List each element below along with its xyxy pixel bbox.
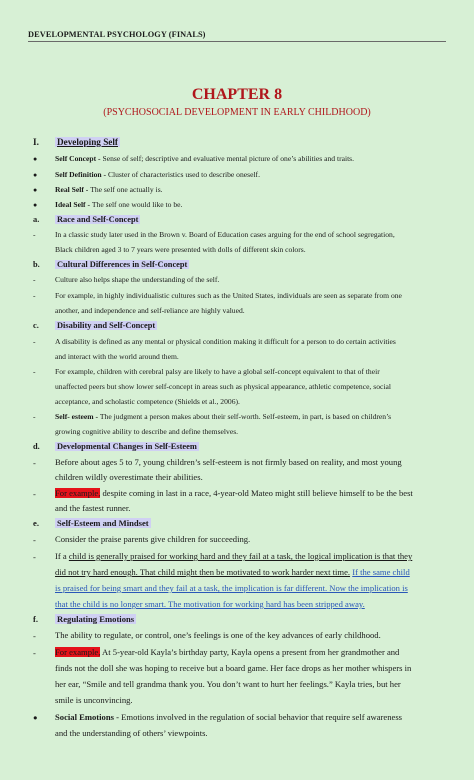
example-highlight: For example, bbox=[55, 647, 101, 657]
disability-line-5: acceptance, and scholastic competence (Shields et al., 2006). bbox=[55, 397, 240, 406]
dev-example: For example, despite coming in last in a race, 4-year-old Mateo might still believe himself to be the best bbox=[55, 488, 413, 498]
sub-label-f: f. bbox=[33, 614, 39, 624]
sub-label-c: c. bbox=[33, 321, 39, 330]
social-emotions-def: Social Emotions - Emotions involved in the regulation of social behavior that require self awareness bbox=[55, 712, 403, 722]
regulate-line-1: The ability to regulate, or control, one’s feelings is one of the key advances of early childhood. bbox=[55, 630, 381, 640]
bullet-icon: ● bbox=[33, 186, 38, 194]
subheading-dev-changes: Developmental Changes in Self-Esteem bbox=[57, 442, 197, 451]
dash-marker: - bbox=[33, 337, 36, 346]
self-esteem-def: Self- esteem - The judgment a person makes about their self-worth. Self-esteem, in part, is based on children’s bbox=[55, 412, 392, 421]
culture-line-1: Culture also helps shape the understanding of the self. bbox=[55, 275, 220, 284]
running-header: DEVELOPMENTAL PSYCHOLOGY (FINALS) bbox=[28, 30, 206, 39]
dash-marker: - bbox=[33, 230, 36, 239]
dash-marker: - bbox=[33, 552, 36, 562]
dash-marker: - bbox=[33, 291, 36, 300]
chapter-title: CHAPTER 8 bbox=[191, 86, 283, 103]
section-number: I. bbox=[33, 137, 39, 147]
def-real-self: Real Self - The self one actually is. bbox=[55, 185, 163, 194]
disability-line-1: A disability is defined as any mental or physical condition making it difficult for a person to do certain activities bbox=[55, 337, 396, 346]
dash-marker: - bbox=[33, 412, 36, 421]
subheading-disability: Disability and Self-Concept bbox=[57, 321, 156, 330]
dash-marker: - bbox=[33, 458, 36, 468]
culture-line-3: another, and independence and self-reliance are highly valued. bbox=[55, 306, 245, 315]
subheading-culture: Cultural Differences in Self-Concept bbox=[57, 260, 188, 269]
subheading-mindset: Self-Esteem and Mindset bbox=[57, 518, 149, 528]
dash-marker: - bbox=[33, 275, 36, 284]
bullet-icon: ● bbox=[33, 171, 38, 179]
bullet-icon: ● bbox=[33, 201, 38, 209]
dev-line-2: children wildly overestimate their abilities. bbox=[55, 472, 203, 482]
subheading-regulating: Regulating Emotions bbox=[57, 614, 135, 624]
regulate-line-5: smile is unconvincing. bbox=[55, 695, 133, 705]
regulate-line-4: her ear, “Smile and tell grandma thank you. You don’t want to hurt her feelings.” Kayla tries, but her bbox=[55, 679, 401, 689]
disability-line-3: For example, children with cerebral palsy are likely to have a global self-concept equivalent to that of their bbox=[55, 367, 380, 376]
dev-line-1: Before about ages 5 to 7, young children’s self-esteem is not firmly based on reality, and most young bbox=[55, 457, 402, 467]
sub-label-a: a. bbox=[33, 215, 40, 224]
bullet-icon: ● bbox=[33, 155, 38, 163]
disability-line-2: and interact with the world around them. bbox=[55, 352, 179, 361]
chapter-subtitle: (PSYCHOSOCIAL DEVELOPMENT IN EARLY CHILDHOOD) bbox=[103, 107, 371, 118]
bullet-icon: ● bbox=[33, 713, 38, 722]
race-line-1: In a classic study later used in the Brown v. Board of Education cases arguing for the end of school segregation, bbox=[55, 230, 395, 239]
social-emotions-def-2: and the understanding of others’ viewpoints. bbox=[55, 728, 208, 738]
def-self-concept: Self Concept - Sense of self; descriptive and evaluative mental picture of one’s abilities and traits. bbox=[55, 154, 355, 163]
culture-line-2: For example, in highly individualistic cultures such as the United States, individuals are seen as separate from one bbox=[55, 291, 402, 300]
mindset-line-2: If a child is generally praised for working hard and they fail at a task, the logical implication is that they bbox=[55, 551, 413, 561]
regulate-line-3: finds not the doll she was hoping to receive but a board game. Her face drops as her mother whispers in bbox=[55, 663, 412, 673]
mindset-line-3: did not try hard enough. That child might then be motivated to work harder next time. If the same child bbox=[55, 567, 410, 577]
sub-label-e: e. bbox=[33, 518, 39, 528]
example-highlight: For example, bbox=[55, 488, 101, 498]
dash-marker: - bbox=[33, 535, 36, 545]
subheading-race: Race and Self-Concept bbox=[57, 215, 139, 224]
dev-line-4: and the fastest runner. bbox=[55, 503, 131, 513]
dash-marker: - bbox=[33, 367, 36, 376]
header-rule bbox=[28, 41, 446, 42]
sub-label-b: b. bbox=[33, 260, 40, 269]
def-ideal-self: Ideal Self - The self one would like to be. bbox=[55, 200, 183, 209]
regulate-example: For example, At 5-year-old Kayla’s birthday party, Kayla opens a present from her grandmother and bbox=[55, 647, 400, 657]
mindset-line-1: Consider the praise parents give children for succeeding. bbox=[55, 534, 251, 544]
mindset-line-4: is praised for being smart and they fail at a task, the implication is far different. Now the implication is bbox=[55, 583, 408, 593]
dash-marker: - bbox=[33, 489, 36, 499]
mindset-line-5: that the child is no longer smart. The motivation for working hard has been stripped away. bbox=[55, 599, 365, 609]
dash-marker: - bbox=[33, 631, 36, 641]
section-heading: Developing Self bbox=[57, 137, 118, 147]
disability-line-4: unaffected peers but show lower self-concept in areas such as physical appearance, athletic competence, social bbox=[55, 382, 391, 391]
self-esteem-def-2: growing cognitive ability to describe and define themselves. bbox=[55, 427, 239, 436]
race-line-2: Black children aged 3 to 7 years were presented with dolls of different skin colors. bbox=[55, 245, 306, 254]
def-self-definition: Self Definition - Cluster of characteristics used to describe oneself. bbox=[55, 170, 260, 179]
dash-marker: - bbox=[33, 648, 36, 658]
sub-label-d: d. bbox=[33, 442, 40, 451]
